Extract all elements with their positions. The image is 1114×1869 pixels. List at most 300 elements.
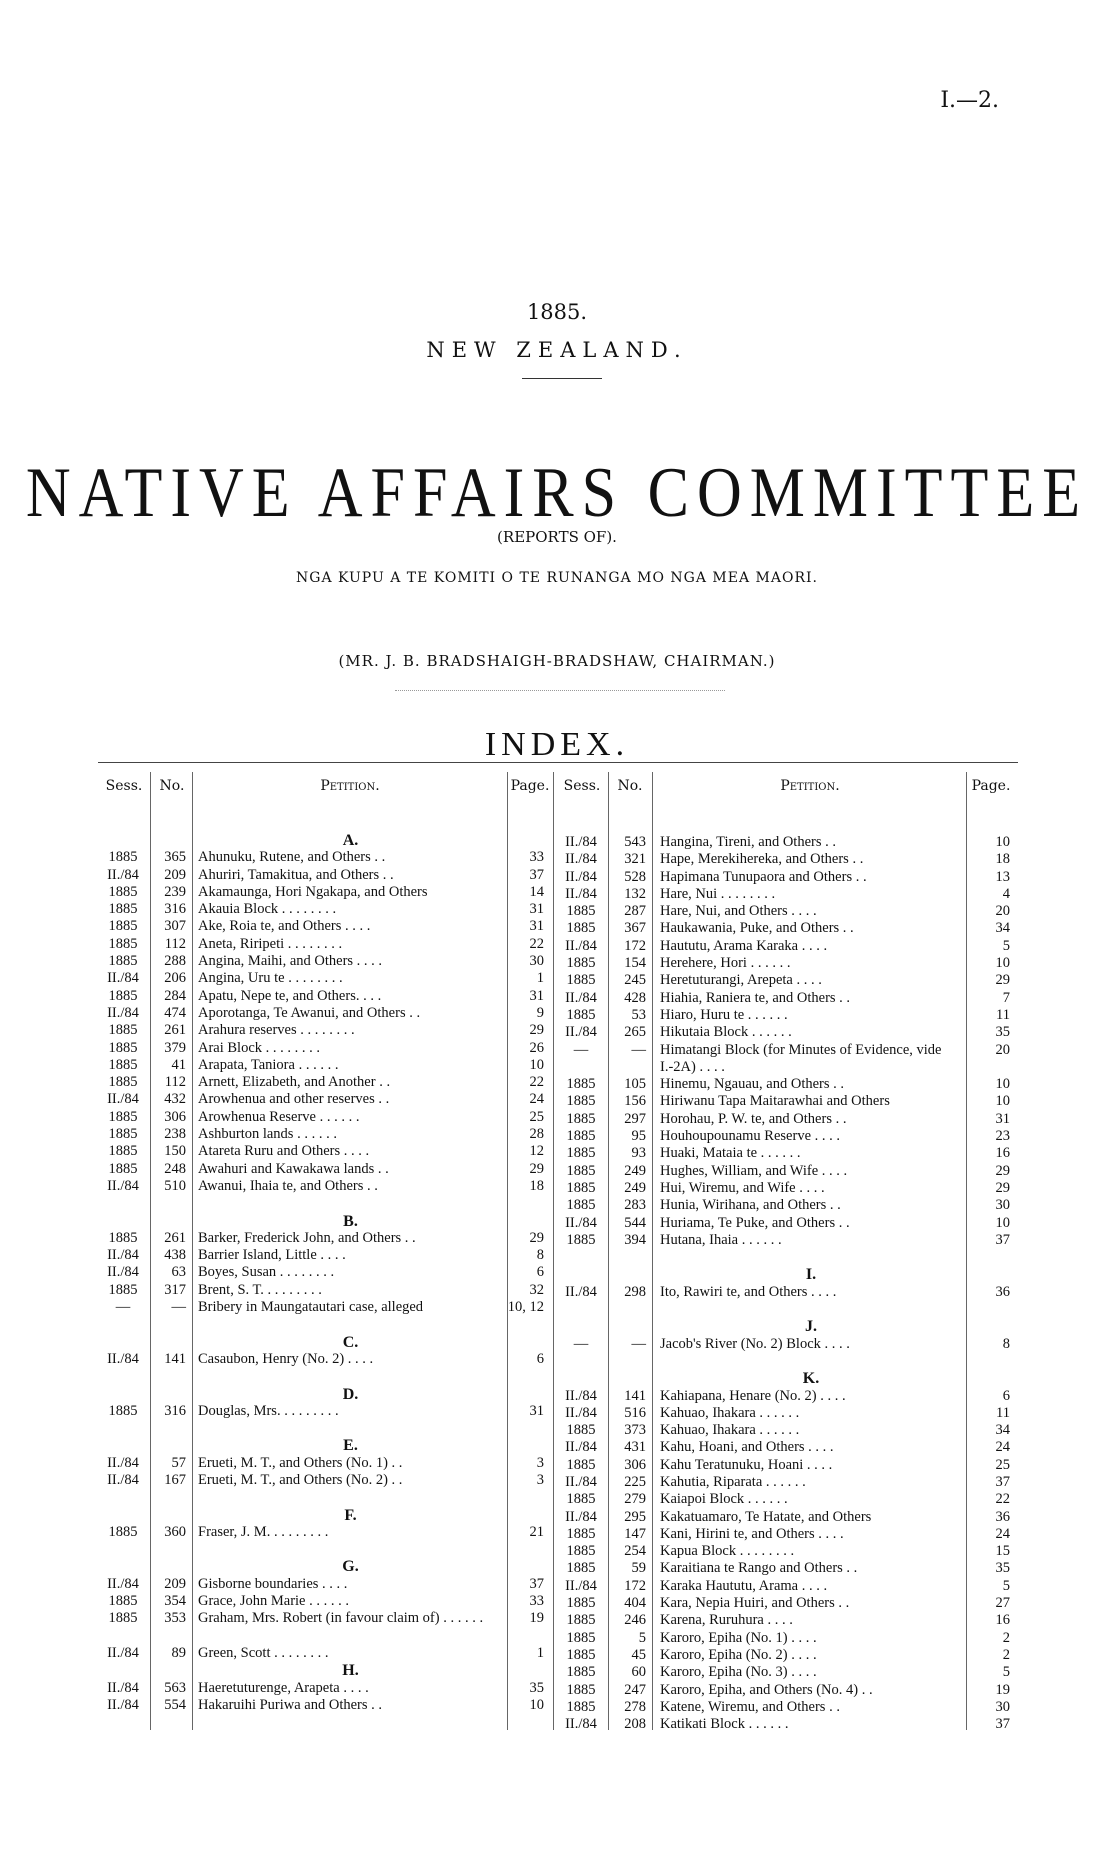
index-entry — [556, 1232, 1016, 1249]
entry-petition: Katikati Block . . . . . . — [660, 1716, 789, 1733]
entry-number: 172 — [624, 937, 646, 954]
entry-session: 1885 — [108, 918, 138, 935]
entry-page: 25 — [529, 1108, 544, 1125]
entry-petition: Karoro, Epiha (No. 1) . . . . — [660, 1629, 817, 1646]
entry-page: 10 — [995, 1214, 1010, 1231]
document-subtitle: (REPORTS OF). — [497, 528, 617, 546]
entry-page: 33 — [529, 849, 544, 866]
entry-petition: Karoro, Epiha (No. 2) . . . . — [660, 1646, 817, 1663]
index-entry — [98, 1178, 554, 1195]
entry-number: 245 — [624, 972, 646, 989]
index-entry — [98, 849, 554, 866]
entry-number: 404 — [624, 1595, 646, 1612]
entry-session: 1885 — [566, 1629, 596, 1646]
entry-number: 209 — [164, 866, 186, 883]
entry-number: 147 — [624, 1525, 646, 1542]
entry-number: 373 — [624, 1422, 646, 1439]
entry-number: — — [631, 1335, 646, 1352]
entry-petition: Kahuao, Ihakara . . . . . . — [660, 1404, 800, 1421]
entry-petition: Hiriwanu Tapa Maitarawhai and Others — [660, 1093, 890, 1110]
entry-session: 1885 — [566, 1128, 596, 1145]
entry-page: 33 — [529, 1593, 544, 1610]
spacer — [98, 1316, 554, 1333]
entry-session: II./84 — [565, 989, 597, 1006]
entry-session: II./84 — [565, 1387, 597, 1404]
entry-petition: Hare, Nui . . . . . . . . — [660, 885, 776, 902]
entry-petition: Kakatuamaro, Te Hatate, and Others — [660, 1508, 872, 1525]
entry-number: 249 — [624, 1162, 646, 1179]
entry-page: 23 — [995, 1128, 1010, 1145]
index-entry — [556, 1543, 1016, 1560]
index-entry — [556, 1595, 1016, 1612]
index-entry — [98, 1126, 554, 1143]
entry-page: 8 — [536, 1247, 544, 1264]
entry-page: 31 — [529, 987, 544, 1004]
entry-page: 6 — [536, 1264, 544, 1281]
entry-session: II./84 — [107, 1177, 139, 1194]
entry-page: 26 — [529, 1039, 544, 1056]
entry-number: 209 — [164, 1575, 186, 1592]
entry-number: 321 — [624, 851, 646, 868]
entry-page: 31 — [529, 1402, 544, 1419]
entry-petition: Aneta, Riripeti . . . . . . . . — [198, 935, 343, 952]
entry-session: 1885 — [566, 1197, 596, 1214]
index-entry — [556, 1422, 1016, 1439]
index-entry — [98, 936, 554, 953]
entry-session: 1885 — [108, 1229, 138, 1246]
entry-number: 141 — [164, 1350, 186, 1367]
index-entry — [98, 970, 554, 987]
entry-session: 1885 — [566, 1093, 596, 1110]
entry-page: 29 — [529, 1022, 544, 1039]
entry-session: II./84 — [565, 1024, 597, 1041]
entry-page: 31 — [529, 901, 544, 918]
entry-session: 1885 — [108, 1056, 138, 1073]
section-letter: A. — [342, 832, 359, 849]
entry-page: 5 — [1002, 937, 1010, 954]
entry-petition: Kahutia, Riparata . . . . . . — [660, 1473, 806, 1490]
entry-page: 24 — [995, 1525, 1010, 1542]
entry-petition: Hapimana Tunupaora and Others . . — [660, 868, 867, 885]
section-letter: E. — [343, 1437, 358, 1455]
entry-session: II./84 — [107, 1644, 139, 1661]
entry-petition: Akamaunga, Hori Ngakapa, and Others — [198, 883, 428, 900]
entry-number: 278 — [624, 1698, 646, 1715]
index-entry — [556, 972, 1016, 989]
entry-petition: Barrier Island, Little . . . . — [198, 1247, 346, 1264]
entry-page: 21 — [529, 1523, 544, 1540]
entry-number: 41 — [171, 1056, 186, 1073]
entry-session: 1885 — [108, 901, 138, 918]
entry-session: — — [573, 1041, 589, 1058]
entry-page: 31 — [529, 918, 544, 935]
entry-number: 172 — [624, 1577, 646, 1594]
section-letter: B. — [343, 1212, 358, 1230]
entry-page: 3 — [536, 1454, 544, 1471]
entry-page: 24 — [529, 1091, 544, 1108]
entry-petition: Kahu Teratunuku, Hoani . . . . — [660, 1456, 833, 1473]
entry-session: 1885 — [566, 1145, 596, 1162]
entry-page: 36 — [995, 1508, 1010, 1525]
index-entry — [556, 1093, 1016, 1110]
entry-page: 16 — [995, 1612, 1010, 1629]
entry-petition: Huriama, Te Puke, and Others . . — [660, 1214, 850, 1231]
index-entry — [556, 1630, 1016, 1647]
entry-page: 29 — [995, 1179, 1010, 1196]
index-entry — [98, 1351, 554, 1368]
entry-number: 57 — [171, 1454, 186, 1471]
entry-number: 438 — [164, 1247, 186, 1264]
entry-petition: Erueti, M. T., and Others (No. 1) . . — [198, 1454, 403, 1471]
index-entry — [98, 1247, 554, 1264]
entry-session: 1885 — [566, 1646, 596, 1663]
entry-session: 1885 — [566, 1681, 596, 1698]
entry-petition: Heretuturangi, Arepeta . . . . — [660, 972, 822, 989]
entry-petition: Awanui, Ihaia te, and Others . . — [198, 1177, 378, 1194]
entry-number: 154 — [624, 955, 646, 972]
entry-number: 254 — [624, 1543, 646, 1560]
index-entry — [98, 1264, 554, 1281]
entry-session: 1885 — [108, 1022, 138, 1039]
entry-petition: Katene, Wiremu, and Others . . — [660, 1698, 840, 1715]
entry-petition: Ashburton lands . . . . . . — [198, 1126, 337, 1143]
entry-number: 246 — [624, 1612, 646, 1629]
entry-number: 284 — [164, 987, 186, 1004]
entry-number: 528 — [624, 868, 646, 885]
entry-page: 34 — [995, 1422, 1010, 1439]
entry-session: 1885 — [566, 1491, 596, 1508]
entry-number: 431 — [624, 1439, 646, 1456]
index-entry — [556, 1682, 1016, 1699]
entry-page: 37 — [995, 1231, 1010, 1248]
entry-petition: Kahiapana, Henare (No. 2) . . . . — [660, 1387, 846, 1404]
entry-page: 12 — [529, 1143, 544, 1160]
column-header-sess: Sess. — [105, 778, 143, 794]
entry-session: 1885 — [108, 1074, 138, 1091]
index-entry — [98, 1680, 554, 1697]
entry-petition: Barker, Frederick John, and Others . . — [198, 1229, 416, 1246]
column-header-page: Page. — [971, 778, 1011, 794]
entry-page: 22 — [529, 1074, 544, 1091]
entry-number: 238 — [164, 1126, 186, 1143]
entry-petition: Kaiapoi Block . . . . . . — [660, 1491, 788, 1508]
entry-page: 19 — [529, 1610, 544, 1627]
entry-session: II./84 — [107, 1471, 139, 1488]
entry-page: 31 — [995, 1110, 1010, 1127]
index-entry — [98, 1576, 554, 1593]
entry-session: 1885 — [566, 1664, 596, 1681]
entry-session: 1885 — [566, 972, 596, 989]
entry-petition: Ahunuku, Rutene, and Others . . — [198, 849, 386, 866]
entry-page: 36 — [995, 1283, 1010, 1300]
entry-session: II./84 — [565, 1439, 597, 1456]
index-entry — [98, 1143, 554, 1160]
entry-petition: Arapata, Taniora . . . . . . — [198, 1056, 339, 1073]
index-entry — [556, 1491, 1016, 1508]
index-entry — [556, 1145, 1016, 1162]
entry-number: 394 — [624, 1231, 646, 1248]
entry-petition: Angina, Maihi, and Others . . . . — [198, 953, 383, 970]
entry-number: — — [171, 1299, 186, 1316]
entry-petition: Boyes, Susan . . . . . . . . — [198, 1264, 335, 1281]
entry-page: 11 — [996, 1006, 1010, 1023]
entry-petition: Hutana, Ihaia . . . . . . — [660, 1231, 782, 1248]
entry-page: 4 — [1002, 885, 1010, 902]
entry-page: 2 — [1002, 1646, 1010, 1663]
index-entry — [556, 1405, 1016, 1422]
entry-page: 6 — [536, 1350, 544, 1367]
entry-page: 10 — [529, 1056, 544, 1073]
entry-petition: Huaki, Mataia te . . . . . . — [660, 1145, 801, 1162]
entry-page: 1 — [536, 970, 544, 987]
entry-number: 208 — [624, 1716, 646, 1733]
entry-session: 1885 — [108, 883, 138, 900]
entry-number: 156 — [624, 1093, 646, 1110]
spacer — [98, 1195, 554, 1212]
entry-session: 1885 — [566, 920, 596, 937]
entry-page: 8 — [1002, 1335, 1010, 1352]
entry-session: 1885 — [108, 1160, 138, 1177]
entry-petition: Aporotanga, Te Awanui, and Others . . — [198, 1004, 421, 1021]
entry-page: 18 — [529, 1177, 544, 1194]
entry-petition: Ake, Roia te, and Others . . . . — [198, 918, 371, 935]
entry-petition: Karoro, Epiha (No. 3) . . . . — [660, 1664, 817, 1681]
maori-title: NGA KUPU A TE KOMITI O TE RUNANGA MO NGA MEA MAORI. — [296, 570, 818, 586]
index-entry — [98, 1524, 554, 1541]
entry-page: 28 — [529, 1126, 544, 1143]
entry-number: 365 — [164, 849, 186, 866]
entry-petition: Hangina, Tireni, and Others . . — [660, 834, 836, 850]
entry-number: — — [631, 1041, 646, 1058]
entry-petition: Hakaruihi Puriwa and Others . . — [198, 1696, 383, 1713]
entry-page: 16 — [995, 1145, 1010, 1162]
section-letter: H. — [342, 1662, 359, 1680]
entry-number: 265 — [624, 1024, 646, 1041]
entry-petition: Himatangi Block (for Minutes of Evidence, vide I.-2A) . . . . — [660, 1041, 942, 1075]
entry-page: 9 — [536, 1004, 544, 1021]
entry-page: 22 — [995, 1491, 1010, 1508]
index-entry — [98, 1593, 554, 1610]
entry-number: 261 — [164, 1022, 186, 1039]
entry-session: 1885 — [566, 1110, 596, 1127]
entry-number: 428 — [624, 989, 646, 1006]
entry-session: 1885 — [108, 1593, 138, 1610]
entry-number: 45 — [631, 1646, 646, 1663]
spacer — [556, 1249, 1016, 1266]
entry-page: 30 — [995, 1698, 1010, 1715]
column-header-sess: Sess. — [563, 778, 601, 794]
entry-page: 30 — [529, 953, 544, 970]
entry-page: 13 — [995, 868, 1010, 885]
index-entry — [556, 955, 1016, 972]
index-entry — [556, 1388, 1016, 1405]
spacer — [98, 1489, 554, 1506]
entry-session: 1885 — [566, 1162, 596, 1179]
entry-number: 297 — [624, 1110, 646, 1127]
entry-page: 37 — [995, 1716, 1010, 1733]
column-header-petition: Petition. — [780, 778, 840, 794]
index-entry — [98, 1161, 554, 1178]
entry-page: 10 — [995, 834, 1010, 850]
entry-number: 112 — [164, 1074, 186, 1091]
entry-session: II./84 — [565, 834, 597, 850]
entry-petition: Kahu, Hoani, and Others . . . . — [660, 1439, 834, 1456]
entry-petition: Kani, Hirini te, and Others . . . . — [660, 1525, 844, 1542]
entry-session: II./84 — [107, 866, 139, 883]
entry-session: II./84 — [565, 851, 597, 868]
entry-session: 1885 — [108, 1281, 138, 1298]
entry-session: II./84 — [107, 970, 139, 987]
entry-petition: Erueti, M. T., and Others (No. 2) . . — [198, 1471, 403, 1488]
entry-session: 1885 — [566, 1456, 596, 1473]
index-entry — [556, 834, 1016, 851]
entry-session: 1885 — [108, 987, 138, 1004]
entry-petition: Grace, John Marie . . . . . . — [198, 1593, 349, 1610]
entry-petition: Hughes, William, and Wife . . . . — [660, 1162, 848, 1179]
index-entry — [556, 1647, 1016, 1664]
index-entry — [98, 1610, 554, 1645]
document-title: NATIVE AFFAIRS COMMITTEE — [25, 453, 1089, 533]
section-letter: I. — [805, 1266, 817, 1284]
index-entry — [556, 1111, 1016, 1128]
index-entry — [98, 1472, 554, 1489]
entry-petition: Ito, Rawiri te, and Others . . . . — [660, 1283, 837, 1300]
entry-number: 554 — [164, 1696, 186, 1713]
entry-petition: Herehere, Hori . . . . . . — [660, 955, 791, 972]
column-header-no: No. — [159, 778, 185, 794]
index-entry — [556, 1716, 1016, 1733]
entry-page: 30 — [995, 1197, 1010, 1214]
index-entry — [556, 1509, 1016, 1526]
entry-number: 283 — [624, 1197, 646, 1214]
entry-page: 5 — [1002, 1577, 1010, 1594]
index-heading: INDEX. — [484, 726, 630, 763]
entry-page: 10, 12 — [507, 1299, 544, 1316]
entry-petition: Hinemu, Ngauau, and Others . . — [660, 1076, 845, 1093]
entry-number: 307 — [164, 918, 186, 935]
entry-number: 89 — [171, 1644, 186, 1661]
entry-session: II./84 — [107, 1679, 139, 1696]
entry-session: 1885 — [566, 1422, 596, 1439]
entry-number: 353 — [164, 1610, 186, 1627]
entry-petition: Arahura reserves . . . . . . . . — [198, 1022, 355, 1039]
entry-session: 1885 — [566, 1231, 596, 1248]
entry-number: 306 — [624, 1456, 646, 1473]
entry-number: 544 — [624, 1214, 646, 1231]
entry-page: 29 — [529, 1160, 544, 1177]
entry-session: II./84 — [565, 885, 597, 902]
entry-session: 1885 — [108, 849, 138, 866]
entry-number: 63 — [171, 1264, 186, 1281]
index-entry — [556, 1699, 1016, 1716]
spacer — [556, 1301, 1016, 1318]
entry-number: 95 — [631, 1128, 646, 1145]
spacer — [98, 1541, 554, 1558]
entry-petition: Kapua Block . . . . . . . . — [660, 1543, 795, 1560]
entry-petition: Akauia Block . . . . . . . . — [198, 901, 337, 918]
entry-number: 53 — [631, 1006, 646, 1023]
entry-number: 239 — [164, 883, 186, 900]
entry-petition: Karaitiana te Rango and Others . . — [660, 1560, 858, 1577]
index-entry — [556, 1076, 1016, 1093]
entry-petition: Casaubon, Henry (No. 2) . . . . — [198, 1350, 374, 1367]
index-entry — [556, 1336, 1016, 1353]
index-entry — [556, 990, 1016, 1007]
entry-number: 279 — [624, 1491, 646, 1508]
spacer — [556, 1353, 1016, 1370]
entry-page: 7 — [1002, 989, 1010, 1006]
entry-session: 1885 — [108, 1039, 138, 1056]
index-entry — [98, 1091, 554, 1108]
entry-petition: Atareta Ruru and Others . . . . — [198, 1143, 370, 1160]
index-entry — [556, 1664, 1016, 1681]
entry-page: 11 — [996, 1404, 1010, 1421]
index-entry — [556, 1560, 1016, 1577]
entry-page: 37 — [995, 1473, 1010, 1490]
spacer — [98, 1420, 554, 1437]
entry-petition: Karena, Ruruhura . . . . — [660, 1612, 793, 1629]
index-entry — [98, 1403, 554, 1420]
entry-session: 1885 — [108, 1143, 138, 1160]
entry-number: 150 — [164, 1143, 186, 1160]
entry-session: II./84 — [107, 1091, 139, 1108]
entry-session: II./84 — [565, 1214, 597, 1231]
entry-page: 1 — [536, 1644, 544, 1661]
entry-session: 1885 — [566, 1006, 596, 1023]
entry-number: 225 — [624, 1473, 646, 1490]
index-entry — [98, 884, 554, 901]
entry-session: 1885 — [566, 1179, 596, 1196]
entry-number: 379 — [164, 1039, 186, 1056]
index-entry — [98, 1005, 554, 1022]
entry-page: 5 — [1002, 1664, 1010, 1681]
entry-petition: Arai Block . . . . . . . . — [198, 1039, 321, 1056]
index-table-left — [98, 832, 554, 1714]
entry-petition: Arnett, Elizabeth, and Another . . — [198, 1074, 391, 1091]
entry-petition: Ahuriri, Tamakitua, and Others . . — [198, 866, 394, 883]
entry-petition: Hiaro, Huru te . . . . . . — [660, 1006, 788, 1023]
index-entry — [98, 1040, 554, 1057]
entry-petition: Jacob's River (No. 2) Block . . . . — [660, 1335, 850, 1352]
entry-page: 10 — [995, 1076, 1010, 1093]
index-entry — [556, 1197, 1016, 1214]
entry-session: II./84 — [107, 1454, 139, 1471]
entry-petition: Hunia, Wirihana, and Others . . — [660, 1197, 841, 1214]
entry-petition: Houhoupounamu Reserve . . . . — [660, 1128, 841, 1145]
entry-page: 27 — [995, 1595, 1010, 1612]
entry-page: 10 — [529, 1696, 544, 1713]
entry-number: 249 — [624, 1179, 646, 1196]
entry-number: 510 — [164, 1177, 186, 1194]
entry-session: II./84 — [565, 1577, 597, 1594]
entry-number: 247 — [624, 1681, 646, 1698]
entry-petition: Hape, Merekihereka, and Others . . — [660, 851, 864, 868]
index-entry — [98, 1282, 554, 1299]
entry-page: 34 — [995, 920, 1010, 937]
index-entry — [556, 1180, 1016, 1197]
entry-session: II./84 — [565, 1508, 597, 1525]
index-entry — [556, 869, 1016, 886]
entry-petition: Kahuao, Ihakara . . . . . . — [660, 1422, 800, 1439]
report-year: 1885. — [526, 300, 588, 324]
entry-page: 29 — [529, 1229, 544, 1246]
entry-page: 20 — [995, 903, 1010, 920]
table-top-rule — [98, 762, 1018, 763]
chairman-line: (MR. J. B. BRADSHAIGH-BRADSHAW, CHAIRMAN.) — [338, 652, 776, 670]
entry-session: 1885 — [108, 953, 138, 970]
entry-petition: Fraser, J. M. . . . . . . . . — [198, 1523, 329, 1540]
entry-page: 37 — [529, 1575, 544, 1592]
